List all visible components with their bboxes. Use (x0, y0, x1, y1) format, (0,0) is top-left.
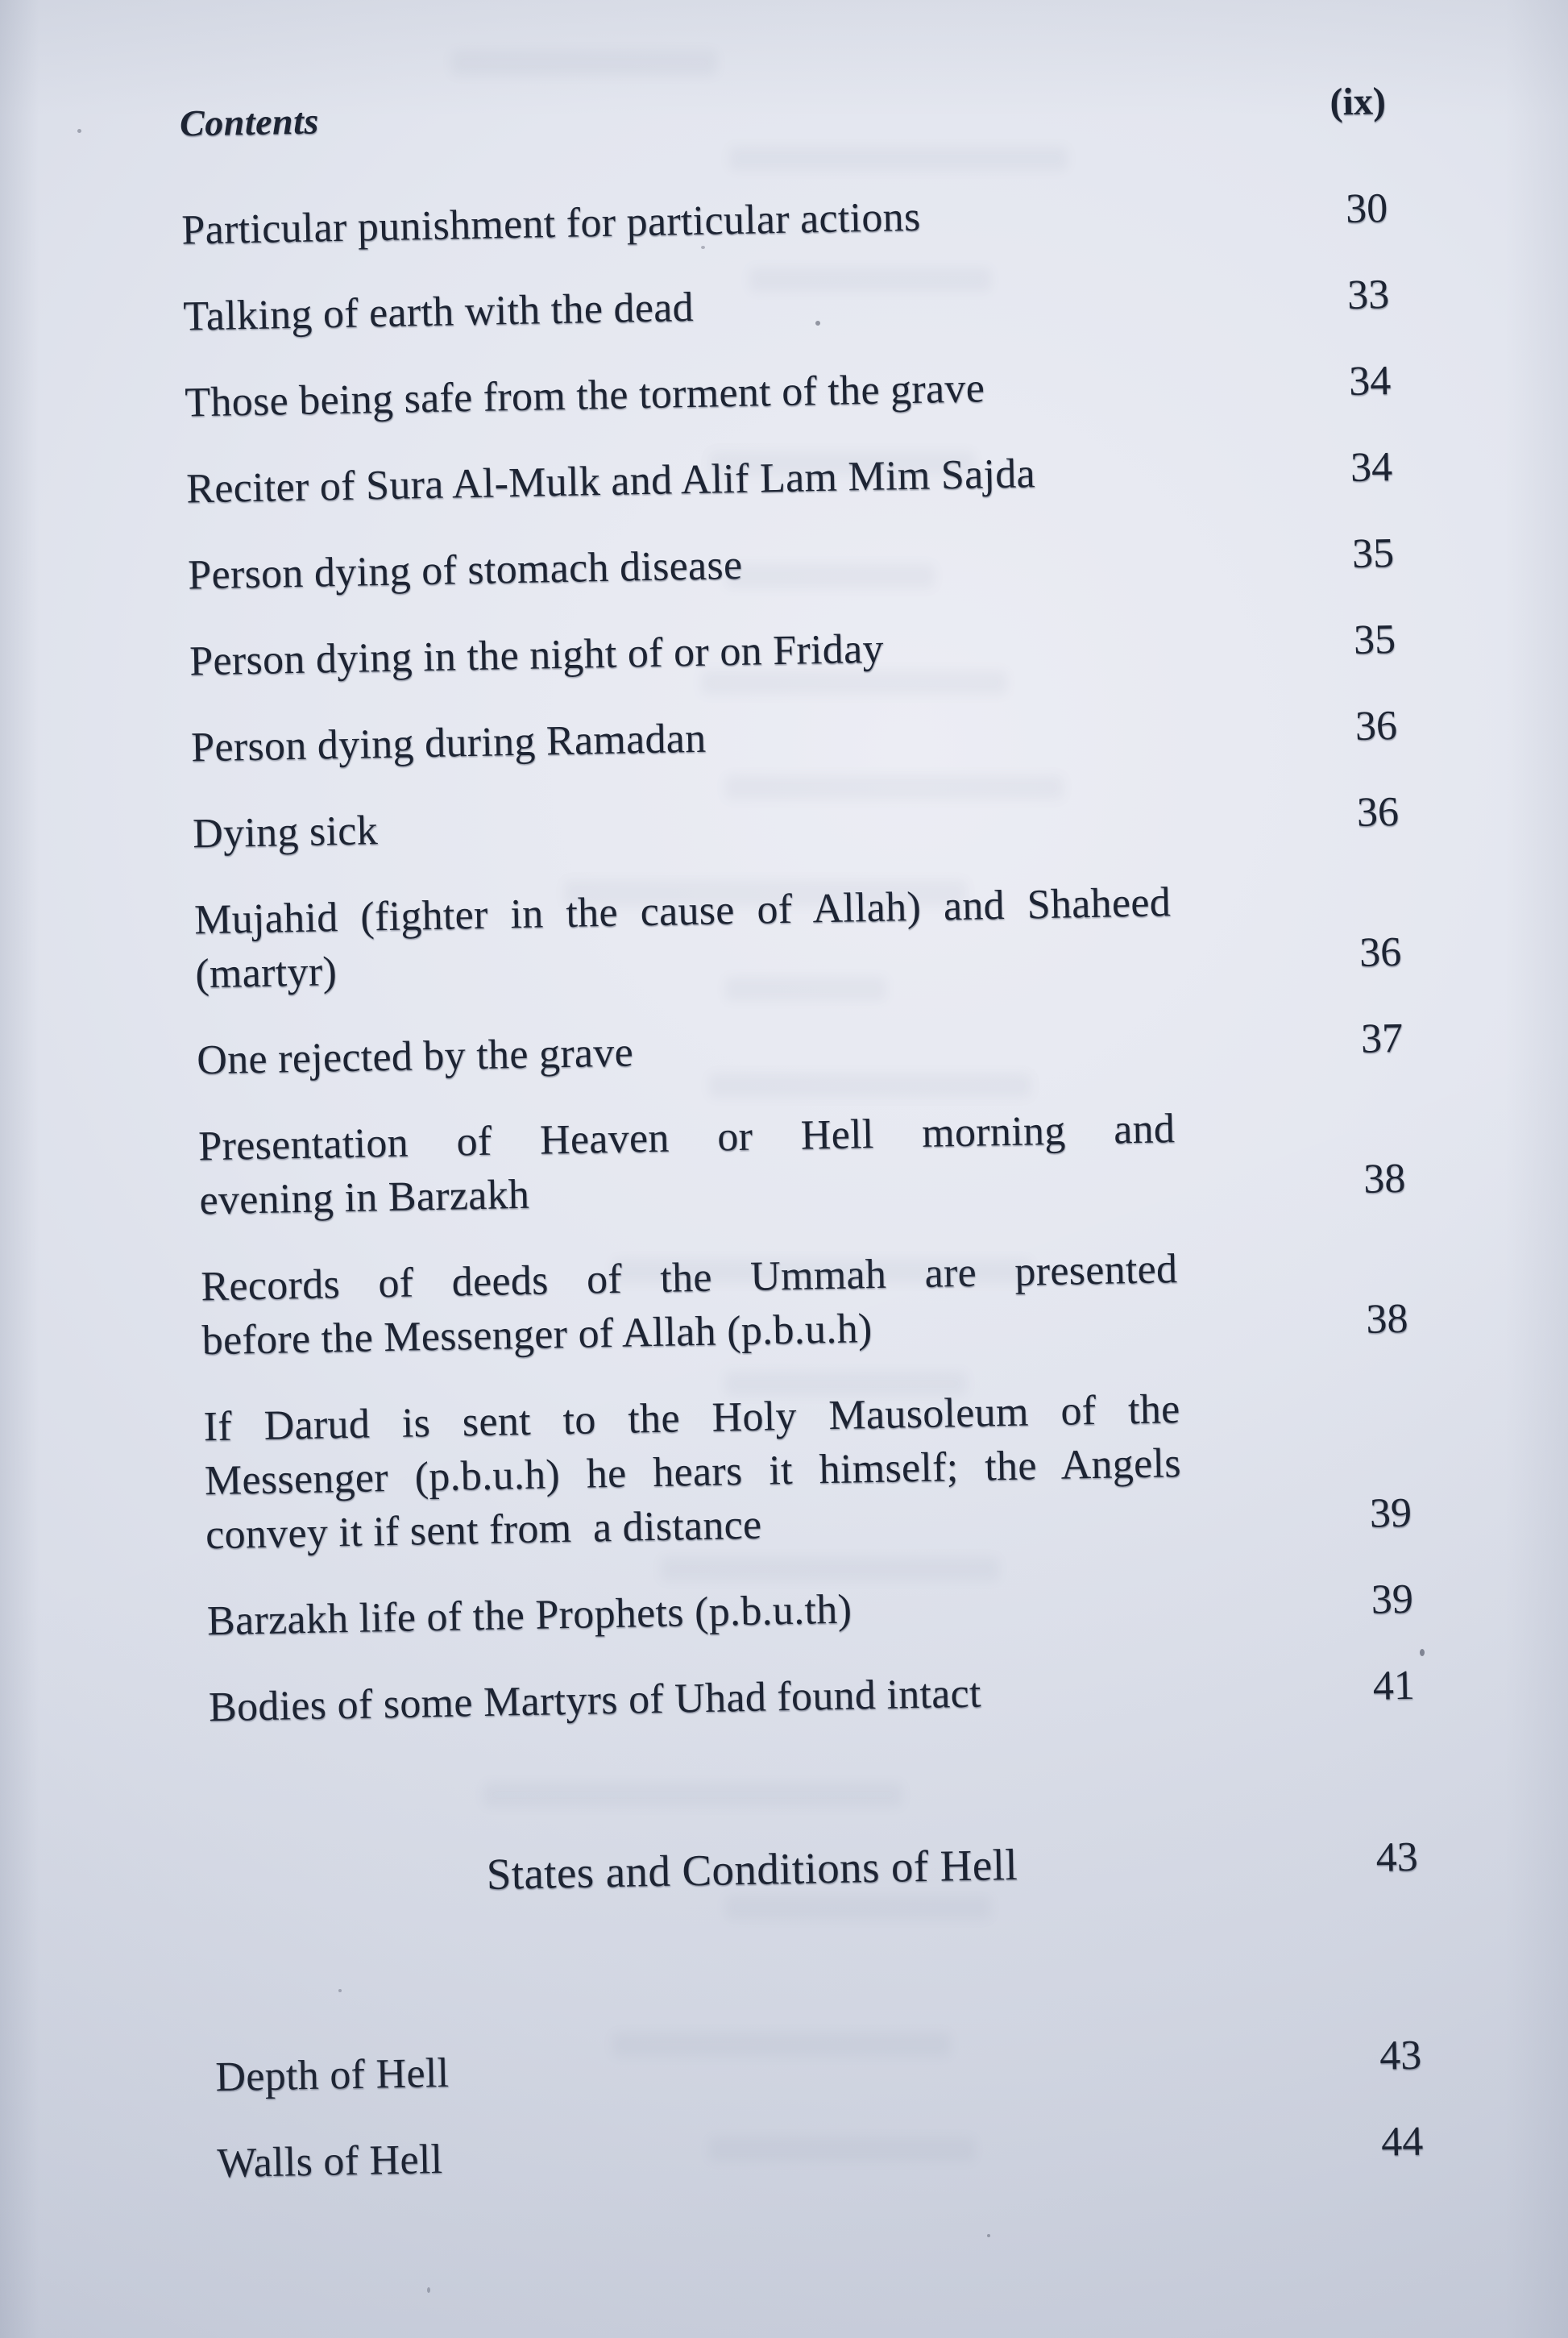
toc-entry-page-number: 36 (1356, 788, 1400, 836)
toc-list-after-section (215, 2029, 1424, 2191)
toc-entry (185, 354, 1392, 430)
toc-entry-title (217, 2119, 1194, 2191)
toc-entry-line: Mujahid (fighter in the cause of Allah) and Shaheed (193, 879, 1172, 944)
toc-entry-title (191, 703, 1168, 774)
toc-entry-line: Presentation of Heaven or Hell morning and (197, 1106, 1176, 1170)
toc-entry-line: evening in Barzakh (199, 1171, 530, 1224)
toc-entry-title (189, 617, 1167, 688)
toc-entry-line: Reciter of Sura Al-Mulk and Alif Lam Mim Sajda (185, 451, 1036, 513)
toc-entry (203, 1378, 1412, 1562)
toc-entry (201, 1238, 1408, 1368)
toc-entry (194, 871, 1402, 1001)
toc-entry (188, 526, 1395, 602)
toc-entry (197, 1011, 1404, 1087)
toc-entry-line: Barzakh life of the Prophets (p.b.u.th) (206, 1586, 852, 1645)
toc-entry (186, 440, 1393, 516)
toc-entry-page-number: 37 (1360, 1015, 1404, 1062)
toc-entry-title (215, 2033, 1193, 2104)
toc-entry-page-number: 30 (1345, 185, 1388, 233)
toc-entry-title (201, 1242, 1179, 1368)
toc-entry (198, 1098, 1406, 1227)
toc-entry (208, 1659, 1415, 1734)
toc-entry-title (198, 1102, 1176, 1227)
page-number-roman: (ix) (1329, 80, 1387, 124)
toc-entry-title (186, 444, 1164, 516)
toc-entry (193, 785, 1400, 861)
toc-entry-line: (martyr) (194, 949, 338, 998)
toc-entry-page-number: 38 (1363, 1155, 1406, 1202)
toc-entry-line: Person dying during Ramadan (190, 715, 707, 771)
toc-entry-line: Dying sick (192, 808, 379, 858)
toc-entry-page-number: 35 (1351, 530, 1395, 577)
section-title: States and Conditions of Hell (486, 1839, 1018, 1899)
toc-entry-title (194, 875, 1172, 1001)
dust-speck (427, 2287, 430, 2293)
toc-entry-line: Talking of earth with the dead (182, 284, 695, 340)
toc-entry-line: Particular punishment for particular actions (180, 193, 921, 254)
toc-entry-line: Bodies of some Martyrs of Uhad found intact (208, 1670, 982, 1731)
toc-entry (181, 181, 1388, 257)
toc-entry (189, 613, 1396, 688)
toc-entry-title (193, 789, 1170, 861)
toc-entry-line: Records of deeds of the Ummah are presented (200, 1246, 1178, 1310)
toc-entry-page-number: 36 (1354, 703, 1398, 750)
toc-list (181, 181, 1416, 1734)
page-header (180, 79, 1387, 145)
toc-entry-page-number: 36 (1359, 928, 1402, 976)
section-page-number: 43 (1375, 1833, 1419, 1881)
toc-entry-line: Person dying in the night of or on Friday (189, 625, 885, 685)
toc-entry-page-number: 41 (1372, 1662, 1416, 1709)
toc-entry (215, 2029, 1422, 2104)
toc-entry (183, 268, 1390, 343)
toc-entry-page-number: 39 (1371, 1576, 1414, 1623)
toc-entry-page-number: 38 (1365, 1295, 1409, 1343)
toc-entry-title (203, 1382, 1182, 1562)
toc-entry-page-number: 33 (1346, 272, 1390, 319)
toc-entry (217, 2115, 1424, 2191)
toc-entry-line: One rejected by the grave (196, 1029, 634, 1084)
toc-entry-page-number: 43 (1379, 2032, 1422, 2079)
toc-entry-page-number: 34 (1348, 358, 1392, 405)
toc-entry-title (183, 272, 1160, 343)
page-title: Contents (179, 100, 320, 144)
toc-entry (191, 699, 1398, 774)
toc-entry-line: Walls of Hell (216, 2137, 443, 2187)
toc-entry-title (185, 358, 1162, 430)
toc-entry-title (206, 1576, 1184, 1648)
toc-entry-page-number: 39 (1369, 1489, 1412, 1537)
dust-speck (987, 2234, 990, 2237)
toc-entry-line: If Darud is sent to the Holy Mausoleum of the (203, 1386, 1181, 1451)
toc-entry-line: before the Messenger of Allah (p.b.u.h) (201, 1306, 873, 1364)
toc-entry-page-number: 35 (1353, 617, 1396, 663)
toc-entry-line: Those being safe from the torment of the grave (184, 365, 985, 426)
toc-entry-page-number: 34 (1350, 444, 1393, 492)
toc-entry-title (208, 1663, 1185, 1734)
toc-entry (206, 1572, 1413, 1648)
toc-entry-line: Depth of Hell (214, 2049, 450, 2101)
toc-entry-line: convey it if sent from a distance (205, 1501, 762, 1559)
toc-entry-line: Messenger (p.b.u.h) he hears it himself; the Angels (204, 1440, 1182, 1505)
toc-entry-title (181, 185, 1159, 257)
toc-entry-title (197, 1015, 1174, 1087)
toc-entry-title (188, 530, 1165, 602)
toc-entry-line: Person dying of stomach disease (187, 542, 743, 599)
section-heading-row (211, 1825, 1418, 1912)
toc-entry-page-number: 44 (1380, 2118, 1424, 2166)
